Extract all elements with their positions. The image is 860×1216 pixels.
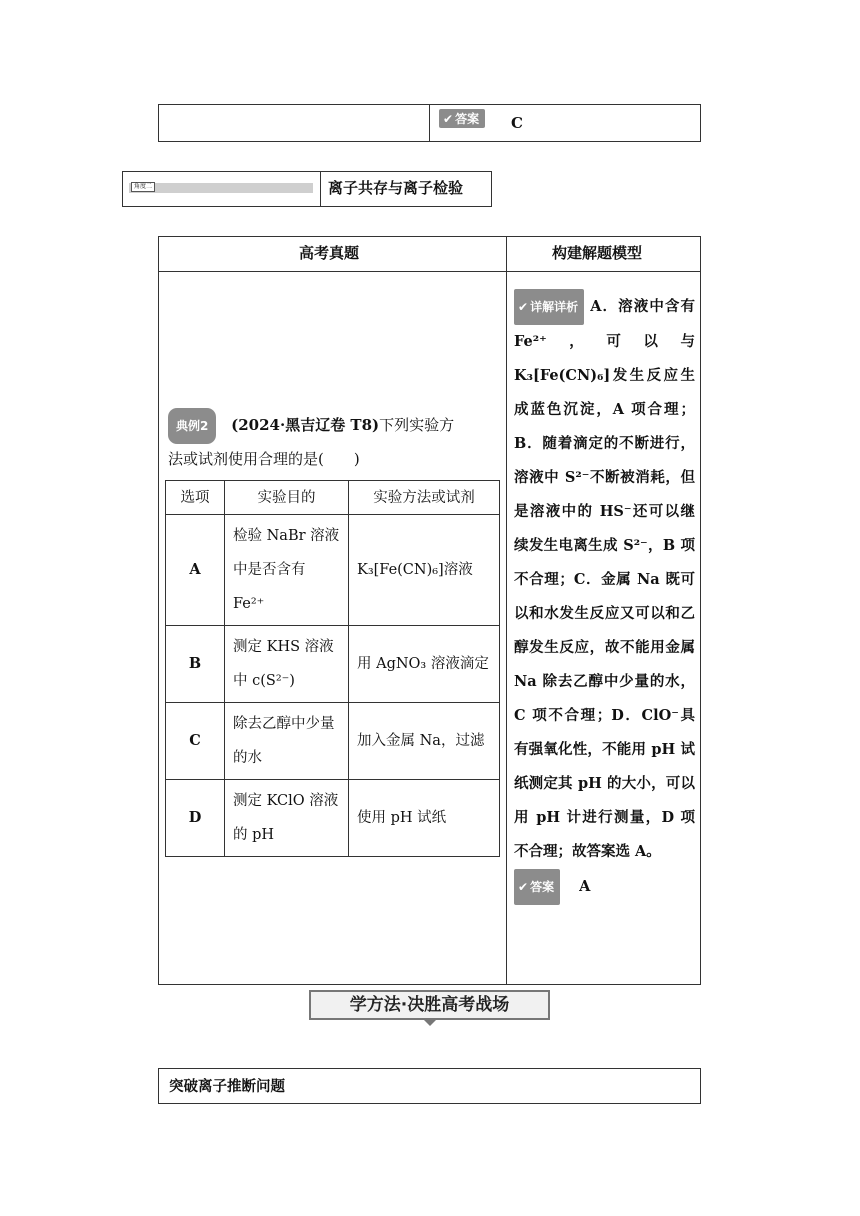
answer-badge: ✔ 答案 xyxy=(514,869,560,905)
top-answer-box xyxy=(158,104,701,142)
answer-badge: ✔ 答案 xyxy=(439,109,485,128)
option-purpose: 测定 KHS 溶液中 c(S²⁻) xyxy=(225,626,349,703)
option-method: 用 AgNO₃ 溶液滴定 xyxy=(349,626,500,703)
option-label: C xyxy=(166,703,225,780)
option-row xyxy=(166,626,500,703)
check-icon: ✔ xyxy=(443,112,454,126)
options-header-label: 选项 xyxy=(166,481,225,515)
options-header-row xyxy=(166,481,500,515)
option-label: D xyxy=(166,780,225,857)
top-answer-value: C xyxy=(511,114,523,132)
option-method: 使用 pH 试纸 xyxy=(349,780,500,857)
section-tab: 角度二 xyxy=(129,183,313,193)
option-row xyxy=(166,703,500,780)
option-row xyxy=(166,780,500,857)
option-row xyxy=(166,515,500,626)
question-stem xyxy=(168,408,503,476)
col1-header: 高考真题 xyxy=(299,244,360,262)
analysis-answer-value: A xyxy=(579,878,591,895)
analysis-text-block xyxy=(514,289,695,905)
bottom-section-box xyxy=(158,1068,701,1104)
option-label: B xyxy=(166,626,225,703)
options-table xyxy=(165,480,500,857)
analysis-text: A．溶液中含有 Fe²⁺，可以与 K₃[Fe(CN)₆]发生反应生成蓝色沉淀，A 项合理；B．随着滴定的不断进行，溶液中 S²⁻不断被消耗，但是溶液中的 HS⁻还可以继续发生电离生成 S²⁻，B 项不合理；C．金属 Na 既可以和水发生反应又可以和乙醇发生反应，故不能用金属 Na 除去乙醇中少量的水，C 项不合理；D．ClO⁻具有强氧化性，不能用 pH 试纸测定其 pH 的大小，可以用 pH 计进行测量，D 项不合理；故答案选 A。 xyxy=(514,298,695,860)
stem-line1: 下列实验方 xyxy=(379,416,455,434)
option-purpose: 除去乙醇中少量的水 xyxy=(225,703,349,780)
option-purpose: 测定 KClO 溶液的 pH xyxy=(225,780,349,857)
options-header-method: 实验方法或试剂 xyxy=(349,481,500,515)
bottom-section-title: 突破离子推断问题 xyxy=(169,1079,285,1095)
section-banner: 学方法·决胜高考战场 xyxy=(309,990,550,1020)
stem-line2: 法或试剂使用合理的是( ) xyxy=(168,450,360,468)
check-icon: ✔ xyxy=(518,300,529,314)
example-badge: 典例2 xyxy=(168,408,216,444)
question-source: (2024·黑吉辽卷 T8) xyxy=(231,416,380,434)
analysis-answer xyxy=(514,869,695,905)
option-method: 加入金属 Na，过滤 xyxy=(349,703,500,780)
option-method: K₃[Fe(CN)₆]溶液 xyxy=(349,515,500,626)
col2-header: 构建解题模型 xyxy=(552,244,643,262)
analysis-badge: ✔ 详解详析 xyxy=(514,289,584,325)
check-icon: ✔ xyxy=(518,880,529,894)
banner-arrow-icon xyxy=(422,1018,438,1026)
section-header xyxy=(122,171,492,207)
section-title: 离子共存与离子检验 xyxy=(328,179,464,197)
option-purpose: 检验 NaBr 溶液中是否含有 Fe²⁺ xyxy=(225,515,349,626)
options-header-purpose: 实验目的 xyxy=(225,481,349,515)
option-label: A xyxy=(166,515,225,626)
